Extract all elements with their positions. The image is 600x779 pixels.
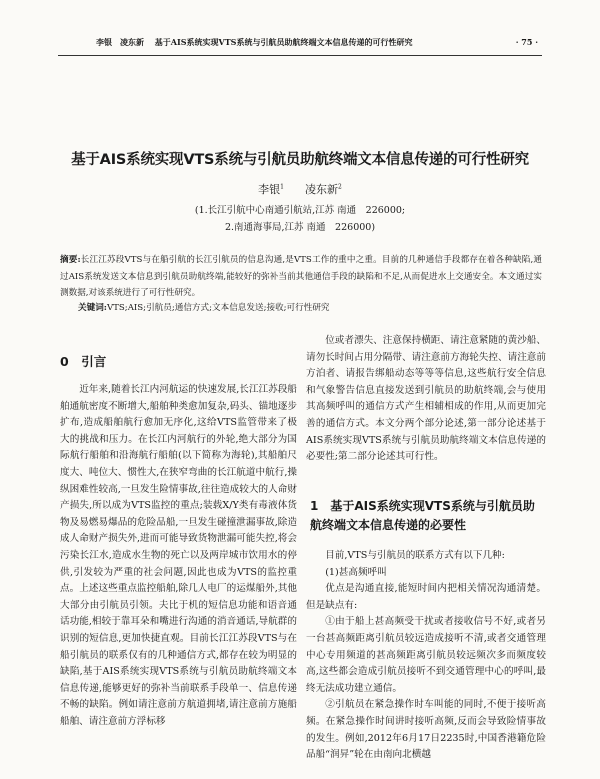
header-running-title: 基于AIS系统实现VTS系统与引航员助航终端文本信息传递的可行性研究 [154,37,413,47]
abstract-text: 长江江苏段VTS与在船引航的长江引航员的信息沟通,是VTS工作的重中之重。目前的几种通信手段都存在着各种缺陷,通过AIS系统发送文本信息到引航员助航终端,能较好的弥补当前其他通信手段的缺陷和不足,从而促进水上交通安全。本文通过实测数据,对该系统进行了可行性研究。 [60,255,542,298]
author-line [58,181,542,197]
abstract [60,252,542,302]
right-paragraph-1: 位或者漂失、注意保持横距、请注意紧随的黄沙船、请勿长时间占用分隔带、请注意前方海轮失控、请注意前方泊者、请报告绑船动态等等等信息,这些航行安全信息和气象警告信息直接发送到引航员的助航终端,会与使用其高频呼叫的通信方式产生相辅相成的作用,从而更加完善的通信方式。本文分两个部分论述,第一部分论述基于AIS系统实现VTS系统与引航员助航终端文本信息传递的必要性;第二部分论述其可行性。 [306,335,546,463]
contact-intro: 目前,VTS与引航员的联系方式有以下几种: [325,550,505,561]
page-number: · 75 · [515,37,538,47]
section-heading-intro: 0 引言 [60,354,107,369]
right-column-top [306,333,546,466]
running-header [96,37,536,48]
keywords-label: 关键词: [78,303,107,313]
right-column-bottom [306,548,546,764]
left-column [60,382,297,730]
abstract-label: 摘要: [60,255,81,265]
header-authors: 李银 凌东新 [96,37,144,47]
section-heading-1: 1 基于AIS系统实现VTS系统与引航员助航终端文本信息传递的必要性 [310,499,535,532]
point-2: ②引航员在紧急操作时车叫能的同时,不便于接听高频。在紧急操作时间讲时接听高频,反而会导致险情事故的发生。例如,2012年6月17日2235时,中国香港籍危险品船“润昇”轮在由南向北横越 [306,699,546,761]
keywords-text: VTS;AIS;引航员;通信方式;文本信息发送;接收;可行性研究 [106,303,330,313]
intro-paragraph: 近年来,随着长江内河航运的快速发展,长江江苏段船舶通航密度不断增大,船舶种类愈加复杂,码头、锚地逐步扩布,造成船舶航行愈加无序化,这给VTS监管带来了极大的挑战和压力。在长江内河航行的外轮,绝大部分为国际航行船舶和沿海航行船舶(以下简称为海轮),其船舶尺度大、吨位大、惯性大,在狭窄弯曲的长江航道中航行,操纵困难性较高,一旦发生险情事故,往往造成较大的人命财产损失,所以成为VTS监控的重点;装载X/Y类有毒液体货物及易燃易爆品的危险品船,一旦发生碰撞泄漏事故,除造成人命财产损失外,进而可能导致货物泄漏可能失控,将会污染长江水,造成水生物的死亡以及两岸城市饮用水的停供,引发较为严重的社会问题,因此也成为VTS的监控重点。上述这些重点监控船舶,除几人电厂的运煤船外,其他大部分由引航员引领。夫比于机的短信息功能和语音通话功能,相较于靠耳朵和嘴进行沟通的消音通话,导航群的识别的短信息,更加快捷直观。目前长江江苏段VTS与在船引航员的联系仅有的几种通信方式,都存在较为明显的缺陷,基于AIS系统实现VTS系统与引航员助航终端文本信息传递,能够更好的弥补当前联系手段单一、信息传递不畅的缺陷。例如请注意前方航道拥堵,请注意前方施船船舶、请注意前方浮标移 [60,384,297,727]
item-1-text: 优点是沟通直接,能短时间内把相关情况沟通清楚。但是缺点有: [306,583,546,611]
item-1-label: (1)甚高频呼叫 [325,566,387,578]
keywords [78,301,542,313]
affiliation-1: (1.长江引航中心南通引航站,江苏 南通 226000; [194,205,406,216]
author-2-sup: 2 [338,183,342,191]
affiliation-2: 2.南通海事局,江苏 南通 226000) [224,222,376,233]
header-rule [58,55,542,56]
author-1: 李银 [258,183,281,196]
author-2: 凌东新 [305,183,338,196]
point-1: ①由于船上甚高频受干扰或者接收信号不好,或者另一台甚高频距离引航员较远造成接听不清,或者交通管理中心专用频道的甚高频距离引航员较远频次多而频度较高,这些都会造成引航员接听不到交通管理中心的呼叫,最终无法成功建立通信。 [306,616,546,694]
paper-title: 基于AIS系统实现VTS系统与引航员助航终端文本信息传递的可行性研究 [71,152,529,168]
author-1-sup: 1 [280,183,284,191]
